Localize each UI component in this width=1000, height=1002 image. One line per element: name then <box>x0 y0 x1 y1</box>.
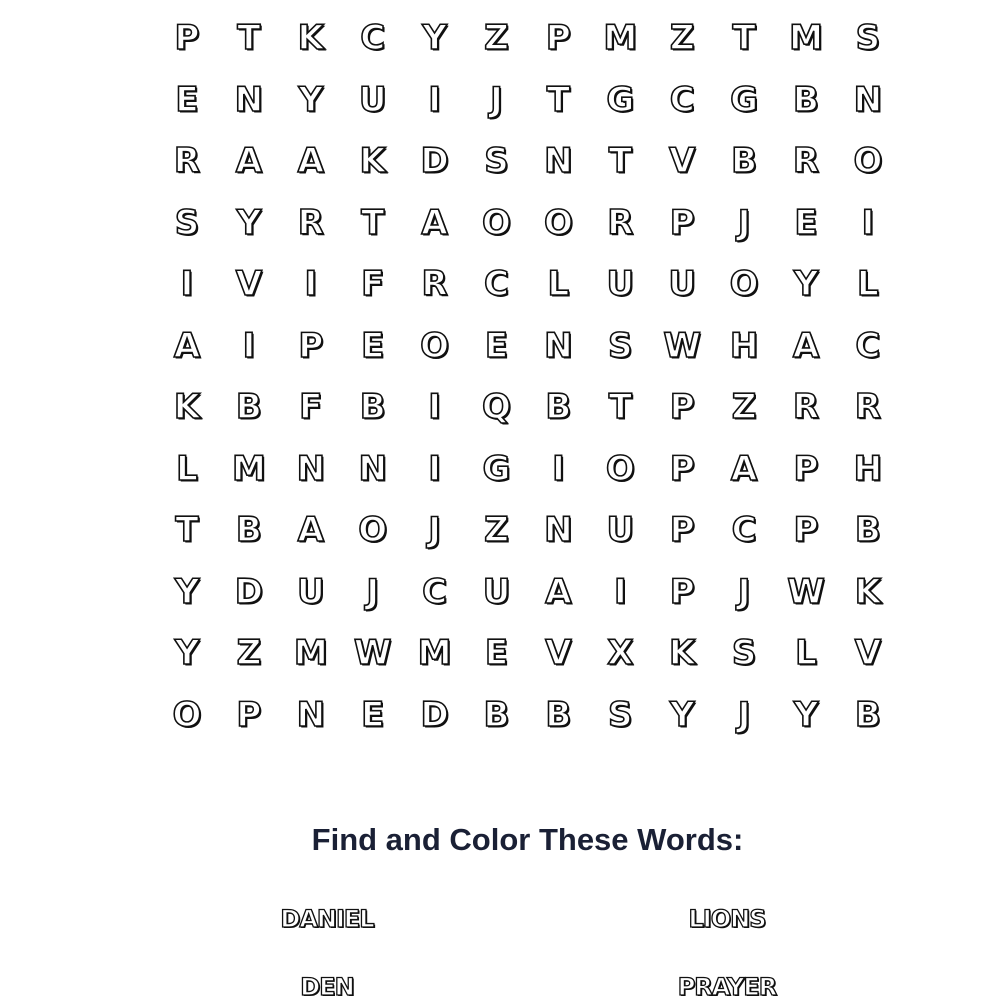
grid-letter[interactable]: E <box>361 325 385 366</box>
grid-row <box>0 130 1000 192</box>
grid-letter[interactable]: Z <box>669 18 695 58</box>
grid-letter[interactable]: N <box>544 325 573 366</box>
grid-letter[interactable]: I <box>180 264 194 304</box>
grid-letter[interactable]: H <box>853 448 883 489</box>
grid-letter[interactable]: B <box>235 387 262 427</box>
grid-letter[interactable]: A <box>545 571 572 612</box>
grid-letter[interactable]: U <box>606 510 635 550</box>
grid-letter[interactable]: M <box>789 18 823 58</box>
grid-letter[interactable]: M <box>417 633 452 673</box>
grid-letter[interactable]: C <box>484 264 509 304</box>
grid-letter[interactable]: I <box>304 264 318 304</box>
grid-letter[interactable]: J <box>737 571 751 612</box>
grid-letter[interactable]: P <box>793 448 819 489</box>
grid-letter[interactable]: I <box>613 571 627 612</box>
word-list-item: DANIEL <box>280 905 374 933</box>
grid-letter[interactable]: V <box>545 633 572 673</box>
grid-letter[interactable]: A <box>297 510 324 550</box>
grid-letter[interactable]: B <box>854 694 881 735</box>
grid-letter[interactable]: D <box>420 141 449 181</box>
grid-letter[interactable]: F <box>361 264 385 304</box>
grid-letter[interactable]: Z <box>484 18 509 58</box>
grid-letter[interactable]: P <box>669 571 695 612</box>
grid-letter[interactable]: N <box>296 694 326 735</box>
grid-letter[interactable]: P <box>669 510 695 550</box>
word-list-item: DEN <box>300 973 354 1001</box>
grid-letter[interactable]: I <box>861 202 875 243</box>
grid-letter[interactable]: O <box>482 202 511 243</box>
grid-letter[interactable]: I <box>428 448 441 489</box>
grid-letter[interactable]: K <box>854 571 882 612</box>
grid-letter[interactable]: C <box>731 510 757 550</box>
grid-letter[interactable]: P <box>298 325 324 366</box>
grid-letter[interactable]: B <box>731 141 758 181</box>
word-list-title: Find and Color These Words: <box>311 822 744 857</box>
grid-letter[interactable]: B <box>235 510 262 550</box>
grid-letter[interactable]: J <box>490 79 503 120</box>
grid-letter[interactable]: Z <box>236 633 262 673</box>
grid-letter[interactable]: V <box>854 633 882 673</box>
grid-letter[interactable]: I <box>552 448 565 489</box>
grid-letter[interactable]: F <box>299 387 323 427</box>
grid-letter[interactable]: P <box>236 694 262 735</box>
grid-letter[interactable]: J <box>737 202 751 243</box>
grid-letter[interactable]: S <box>174 202 200 243</box>
grid-letter[interactable]: I <box>242 325 256 366</box>
grid-letter[interactable]: A <box>173 325 201 366</box>
grid-letter[interactable]: X <box>607 633 634 673</box>
grid-row <box>0 192 1000 254</box>
grid-letter[interactable]: N <box>234 79 264 120</box>
grid-letter[interactable]: N <box>296 448 326 489</box>
grid-row <box>0 7 1000 69</box>
grid-letter[interactable]: B <box>793 79 819 120</box>
grid-letter[interactable]: I <box>428 79 441 120</box>
grid-letter[interactable]: W <box>787 571 825 612</box>
word-list-item: LIONS <box>688 905 766 933</box>
grid-letter[interactable]: S <box>484 141 509 181</box>
grid-letter[interactable]: A <box>235 141 263 181</box>
word-list-item: PRAYER <box>677 973 777 1001</box>
grid-row <box>0 253 1000 315</box>
grid-letter[interactable]: N <box>853 79 883 120</box>
grid-letter[interactable]: H <box>729 325 759 366</box>
grid-letter[interactable]: M <box>603 18 638 58</box>
grid-letter[interactable]: O <box>543 202 573 243</box>
grid-letter[interactable]: Z <box>484 510 509 550</box>
grid-letter[interactable]: O <box>729 264 759 304</box>
grid-letter[interactable]: W <box>353 633 392 673</box>
grid-letter[interactable]: A <box>730 448 758 489</box>
grid-letter[interactable]: M <box>231 448 266 489</box>
grid-letter[interactable]: C <box>422 571 448 612</box>
grid-row <box>0 376 1000 438</box>
grid-letter[interactable]: U <box>668 264 696 304</box>
grid-letter[interactable]: J <box>366 571 380 612</box>
grid-letter[interactable]: O <box>853 141 883 181</box>
grid-letter[interactable]: K <box>173 387 201 427</box>
grid-letter[interactable]: N <box>358 448 387 489</box>
grid-row <box>0 684 1000 746</box>
grid-letter[interactable]: R <box>421 264 448 304</box>
grid-letter[interactable]: A <box>792 325 820 366</box>
grid-letter[interactable]: E <box>175 79 199 120</box>
grid-row <box>0 69 1000 131</box>
grid-letter[interactable]: T <box>175 510 199 550</box>
grid-letter[interactable]: Y <box>422 18 447 58</box>
grid-letter[interactable]: P <box>174 18 200 58</box>
grid-letter[interactable]: T <box>608 387 632 427</box>
grid-letter[interactable]: L <box>547 264 570 304</box>
grid-letter[interactable]: O <box>358 510 388 550</box>
grid-letter[interactable]: T <box>361 202 385 243</box>
grid-letter[interactable]: E <box>484 633 509 673</box>
grid-letter[interactable]: D <box>234 571 263 612</box>
grid-letter[interactable]: C <box>855 325 881 366</box>
grid-letter[interactable]: R <box>854 387 881 427</box>
grid-letter[interactable]: P <box>669 202 695 243</box>
grid-letter[interactable]: T <box>608 141 632 181</box>
grid-letter[interactable]: K <box>669 633 696 673</box>
grid-letter[interactable]: Y <box>174 633 200 673</box>
grid-letter[interactable]: Z <box>731 387 757 427</box>
grid-letter[interactable]: L <box>795 633 817 673</box>
grid-letter[interactable]: E <box>484 325 509 366</box>
grid-letter[interactable]: Y <box>174 571 200 612</box>
grid-letter[interactable]: C <box>360 18 386 58</box>
grid-row <box>0 315 1000 377</box>
grid-letter[interactable]: S <box>608 694 633 735</box>
grid-letter[interactable]: S <box>608 325 633 366</box>
grid-letter[interactable]: Y <box>236 202 262 243</box>
grid-letter[interactable]: K <box>359 141 386 181</box>
grid-letter[interactable]: V <box>669 141 696 181</box>
grid-letter[interactable]: R <box>173 141 201 181</box>
grid-letter[interactable]: B <box>854 510 881 550</box>
grid-letter[interactable]: J <box>737 694 751 735</box>
grid-letter[interactable]: T <box>546 79 570 120</box>
grid-letter[interactable]: T <box>237 18 261 58</box>
grid-letter[interactable]: B <box>483 694 510 735</box>
grid-letter[interactable]: B <box>545 694 572 735</box>
grid-letter[interactable]: B <box>545 387 572 427</box>
grid-letter[interactable]: Y <box>793 694 819 735</box>
grid-letter[interactable]: Y <box>298 79 324 120</box>
grid-letter[interactable]: Q <box>482 387 511 427</box>
grid-letter[interactable]: L <box>857 264 879 304</box>
grid-row <box>0 561 1000 623</box>
grid-letter[interactable]: A <box>421 202 448 243</box>
grid-letter[interactable]: U <box>358 79 387 120</box>
grid-letter[interactable]: R <box>792 141 820 181</box>
grid-letter[interactable]: P <box>793 510 819 550</box>
grid-letter[interactable]: A <box>297 141 324 181</box>
grid-letter[interactable]: N <box>544 141 573 181</box>
grid-letter[interactable]: S <box>855 18 881 58</box>
grid-letter[interactable]: V <box>235 264 263 304</box>
grid-letter[interactable]: W <box>663 325 701 366</box>
grid-letter[interactable]: P <box>669 448 695 489</box>
grid-letter[interactable]: R <box>792 387 820 427</box>
grid-letter[interactable]: U <box>606 264 635 304</box>
grid-letter[interactable]: Y <box>669 694 695 735</box>
grid-letter[interactable]: U <box>482 571 511 612</box>
grid-row <box>0 499 1000 561</box>
grid-letter[interactable]: G <box>482 448 511 489</box>
grid-letter[interactable]: R <box>607 202 634 243</box>
grid-letter[interactable]: O <box>605 448 635 489</box>
grid-letter[interactable]: O <box>420 325 450 366</box>
grid-letter[interactable]: J <box>428 510 441 550</box>
grid-row <box>0 622 1000 684</box>
grid-letter[interactable]: C <box>669 79 695 120</box>
grid-letter[interactable]: T <box>732 18 756 58</box>
grid-letter[interactable]: I <box>428 387 441 427</box>
grid-letter[interactable]: B <box>359 387 386 427</box>
grid-letter[interactable]: S <box>731 633 757 673</box>
grid-letter[interactable]: M <box>293 633 328 673</box>
grid-letter[interactable]: P <box>545 18 571 58</box>
grid-letter[interactable]: Y <box>793 264 819 304</box>
grid-letter[interactable]: P <box>669 387 695 427</box>
grid-letter[interactable]: U <box>296 571 325 612</box>
grid-letter[interactable]: R <box>297 202 324 243</box>
grid-letter[interactable]: L <box>176 448 198 489</box>
grid-letter[interactable]: N <box>544 510 573 550</box>
grid-letter[interactable]: D <box>420 694 449 735</box>
grid-letter[interactable]: G <box>730 79 759 120</box>
grid-letter[interactable]: O <box>172 694 202 735</box>
grid-letter[interactable]: E <box>361 694 385 735</box>
grid-letter[interactable]: K <box>297 18 324 58</box>
grid-row <box>0 438 1000 500</box>
grid-letter[interactable]: G <box>606 79 635 120</box>
grid-letter[interactable]: E <box>794 202 818 243</box>
